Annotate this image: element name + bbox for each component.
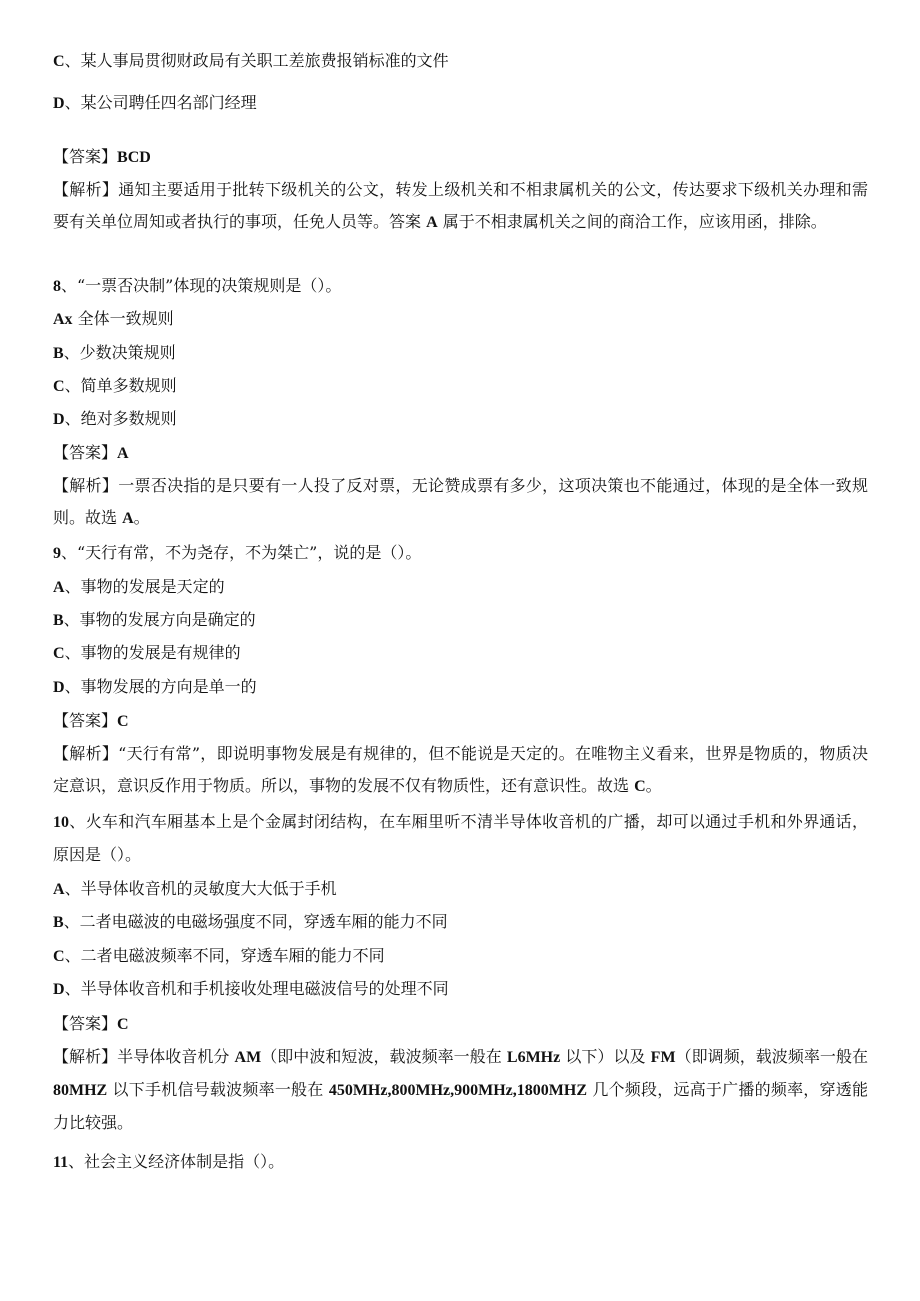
explanation-segment: 几个频段，远高于广播的频率，穿透能力比较强。 <box>53 1080 868 1132</box>
option-key: Ax <box>53 311 73 328</box>
answer-label: 【答案】 <box>53 711 118 730</box>
q9-answer <box>53 711 129 732</box>
explanation-text: “天行有常”，即说明事物发展是有规律的，但不能说是天定的。在唯物主义看来，世界是物质的，物质决定意识，意识反作用于物质。所以，事物的发展不仅有物质性，还有意识性。故选 <box>53 744 868 795</box>
option-text: 、绝对多数规则 <box>64 409 177 428</box>
explanation-segment: （即调频，载波频率一般在 <box>675 1047 868 1066</box>
explanation-term: 450MHz,800MHz,900MHz,1800MHZ <box>328 1082 587 1099</box>
explanation-key: A <box>122 510 134 527</box>
answer-label: 【答案】 <box>53 443 118 462</box>
question-stem: 、火车和汽车厢基本上是个金属封闭结构，在车厢里听不清半导体收音机的广播，却可以通过手机和外界通话，原因是（）。 <box>53 812 868 864</box>
option-text: 、事物发展的方向是单一的 <box>64 677 257 696</box>
option-text: 、少数决策规则 <box>63 343 176 362</box>
option-key: B <box>53 914 64 931</box>
explanation-term: L6MHz <box>506 1049 561 1066</box>
option-text: 、某人事局贯彻财政局有关职工差旅费报销标准的文件 <box>64 51 449 70</box>
explanation-key: C <box>634 778 646 795</box>
q9-option-d <box>53 677 257 698</box>
question-number: 9 <box>53 545 61 562</box>
explanation-key: A <box>426 214 438 231</box>
option-text: 、某公司聘任四名部门经理 <box>64 93 257 112</box>
option-key: D <box>53 981 65 998</box>
q9-option-c <box>53 643 241 664</box>
q9-stem <box>53 543 421 564</box>
question-number: 8 <box>53 278 61 295</box>
q8-option-d <box>53 409 177 430</box>
option-text: 、二者电磁波的电磁场强度不同，穿透车厢的能力不同 <box>63 912 448 931</box>
option-text: 全体一致规则 <box>72 309 174 328</box>
q10-stem <box>53 806 868 871</box>
explanation-text: 通知主要适用于批转下级机关的公文，转发上级机关和不相隶属机关的公文，传达要求下级机关办理和需要有关单位周知或者执行的事项，任免人员等。答案 <box>53 180 868 231</box>
q8-explanation <box>53 470 868 535</box>
explanation-term: FM <box>650 1049 676 1066</box>
q7-option-d <box>53 93 257 114</box>
q9-explanation <box>53 738 868 803</box>
option-text: 、简单多数规则 <box>64 376 177 395</box>
option-key: C <box>53 53 65 70</box>
option-key: C <box>53 645 65 662</box>
option-text: 、事物的发展方向是确定的 <box>63 610 256 629</box>
explanation-segment: 半导体收音机分 <box>117 1047 235 1066</box>
option-key: C <box>53 948 65 965</box>
explanation-segment: 以下手机信号载波频率一般在 <box>107 1080 329 1099</box>
explanation-text: 。 <box>133 508 150 527</box>
explanation-segment: 以下）以及 <box>560 1047 651 1066</box>
option-key: D <box>53 95 65 112</box>
q10-option-b <box>53 912 448 933</box>
q10-option-a <box>53 879 337 900</box>
explanation-segment: （即中波和短波，载波频率一般在 <box>261 1047 507 1066</box>
q10-explanation <box>53 1041 868 1139</box>
answer-value: C <box>117 713 129 730</box>
q8-stem <box>53 276 341 297</box>
explanation-term: 80MHZ <box>53 1082 108 1099</box>
answer-value: BCD <box>117 149 151 166</box>
q10-option-d <box>53 979 449 1000</box>
q10-answer <box>53 1014 129 1035</box>
explanation-term: AM <box>234 1049 262 1066</box>
explanation-label: 【解析】 <box>53 180 119 199</box>
q8-answer <box>53 443 129 464</box>
question-number: 11 <box>53 1154 69 1171</box>
q8-option-b <box>53 343 176 364</box>
q7-answer <box>53 147 151 168</box>
option-key: D <box>53 411 65 428</box>
option-key: D <box>53 679 65 696</box>
answer-label: 【答案】 <box>53 1014 118 1033</box>
q11-stem <box>53 1152 284 1173</box>
option-text: 、事物的发展是天定的 <box>64 577 225 596</box>
option-key: B <box>53 612 64 629</box>
explanation-label: 【解析】 <box>53 1047 118 1066</box>
q9-option-a <box>53 577 225 598</box>
option-key: A <box>53 881 65 898</box>
q10-option-c <box>53 946 385 967</box>
explanation-text: 属于不相隶属机关之间的商洽工作，应该用函，排除。 <box>437 212 827 231</box>
explanation-text: 。 <box>645 776 662 795</box>
explanation-text <box>53 1047 868 1132</box>
answer-value: A <box>117 445 129 462</box>
explanation-text: 一票否决指的是只要有一人投了反对票，无论赞成票有多少，这项决策也不能通过，体现的是全体一致规则。故选 <box>53 476 868 527</box>
q7-option-c <box>53 51 449 72</box>
question-stem: 、社会主义经济体制是指（）。 <box>68 1152 285 1171</box>
option-text: 、二者电磁波频率不同，穿透车厢的能力不同 <box>64 946 385 965</box>
option-text: 、半导体收音机和手机接收处理电磁波信号的处理不同 <box>64 979 449 998</box>
answer-label: 【答案】 <box>53 147 118 166</box>
explanation-label: 【解析】 <box>53 744 119 763</box>
option-key: B <box>53 345 64 362</box>
q7-explanation <box>53 174 868 239</box>
question-stem: 、“天行有常，不为尧存，不为桀亡”，说的是（）。 <box>61 543 422 562</box>
q8-option-a <box>53 309 174 330</box>
q9-option-b <box>53 610 256 631</box>
q8-option-c <box>53 376 177 397</box>
explanation-label: 【解析】 <box>53 476 119 495</box>
option-text: 、事物的发展是有规律的 <box>64 643 241 662</box>
option-text: 、半导体收音机的灵敏度大大低于手机 <box>64 879 337 898</box>
question-stem: 、“一票否决制”体现的决策规则是（）。 <box>61 276 342 295</box>
option-key: A <box>53 579 65 596</box>
question-number: 10 <box>53 814 69 831</box>
answer-value: C <box>117 1016 129 1033</box>
option-key: C <box>53 378 65 395</box>
